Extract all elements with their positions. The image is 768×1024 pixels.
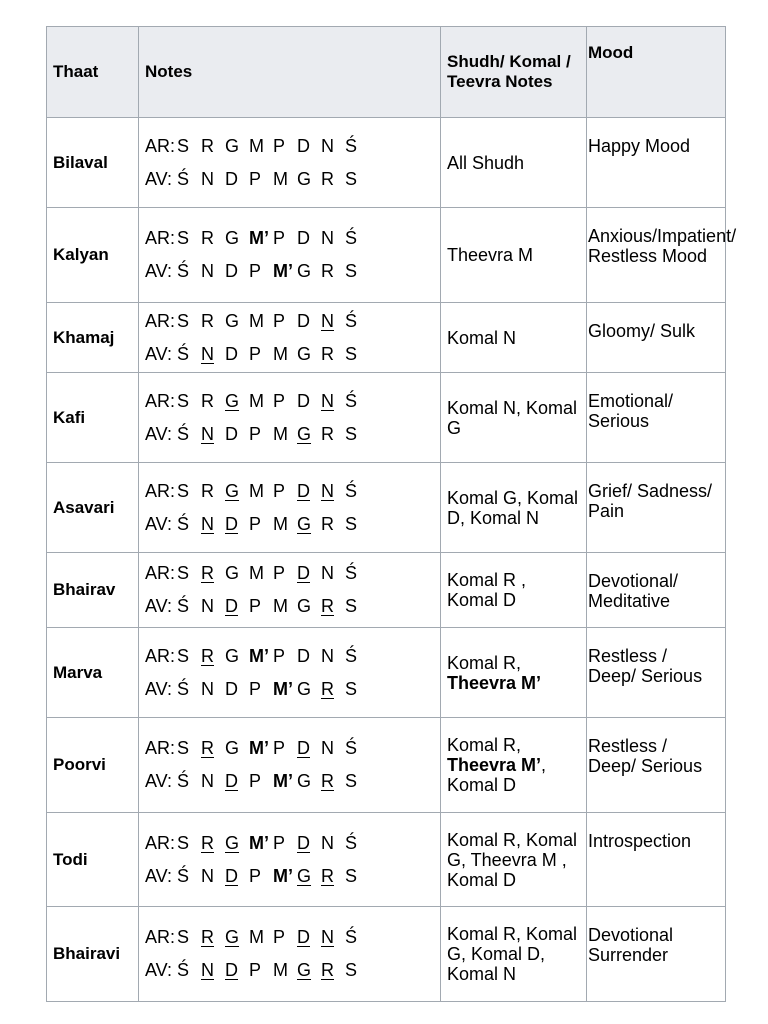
swara-note: P — [273, 135, 286, 156]
swara-note: N — [201, 960, 214, 980]
swara-note: M — [273, 513, 288, 534]
swara-note: D — [225, 678, 238, 699]
swara-note: S — [177, 310, 190, 331]
swara-note: D — [297, 135, 310, 156]
note-type-cell — [441, 718, 587, 813]
aroha-line — [145, 475, 434, 508]
swara-note: M — [249, 563, 264, 583]
swara-note: N — [201, 865, 214, 886]
swara-note: R — [321, 513, 334, 534]
swara-note: S — [345, 513, 358, 534]
avaroha-line — [145, 508, 434, 541]
note-type-text: Komal G, Komal D, Komal N — [447, 487, 579, 528]
swara-note: M — [249, 927, 264, 947]
swara-note: Ś — [177, 960, 190, 980]
swara-note: M — [249, 135, 264, 156]
aroha-line — [145, 827, 434, 860]
table-body — [47, 118, 737, 1002]
swara-note: D — [225, 343, 238, 364]
swara-note: D — [297, 310, 310, 331]
swara-note: G — [297, 343, 312, 364]
ar-label: AR: — [145, 927, 176, 947]
thaat-name: Todi — [47, 813, 139, 907]
swara-note: R — [201, 135, 214, 156]
swara-note: G — [297, 865, 312, 886]
aroha-line — [145, 385, 434, 418]
swara-note: N — [321, 480, 334, 501]
swara-note: R — [321, 596, 334, 616]
swara-note: D — [297, 738, 310, 758]
swara-note: S — [345, 261, 358, 281]
note-type-suffix: , — [541, 755, 547, 775]
av-label: AV: — [145, 343, 173, 364]
swara-note: P — [273, 927, 286, 947]
av-label: AV: — [145, 678, 173, 699]
swara-note: M — [249, 310, 264, 331]
swara-note: R — [201, 228, 214, 248]
swara-note: S — [345, 596, 358, 616]
thaat-name: Bilaval — [47, 118, 139, 208]
swara-note: Ś — [177, 423, 190, 444]
swara-note: P — [249, 423, 262, 444]
header-row — [47, 27, 726, 118]
thaat-name: Bhairav — [47, 553, 139, 628]
swara-note: G — [225, 563, 240, 583]
table-row — [47, 118, 726, 208]
swara-note: S — [177, 135, 190, 156]
swara-note: M — [273, 596, 288, 616]
swara-note: P — [273, 563, 286, 583]
note-type-text: All Shudh — [447, 152, 525, 173]
av-label: AV: — [145, 168, 173, 189]
swara-note: G — [297, 513, 312, 534]
notes-cell — [139, 303, 441, 373]
swara-note: N — [321, 832, 334, 853]
swara-note: G — [225, 645, 240, 666]
avaroha-line — [145, 255, 434, 288]
thaat-name: Bhairavi — [47, 907, 139, 1002]
swara-note: N — [321, 738, 334, 758]
table-row — [47, 628, 726, 718]
swara-note: D — [297, 832, 310, 853]
swara-note: N — [321, 228, 334, 248]
swara-note: D — [297, 390, 310, 411]
swara-note: R — [321, 343, 334, 364]
swara-note: P — [249, 678, 262, 699]
header-notes: Notes — [139, 27, 441, 118]
swara-note: Ś — [177, 261, 190, 281]
swara-note: Ś — [345, 738, 358, 758]
swara-note: D — [225, 596, 238, 616]
swara-note: M’ — [249, 645, 269, 666]
swara-note: P — [273, 832, 286, 853]
swara-note: N — [201, 423, 214, 444]
note-type-text: Komal N, Komal G — [447, 397, 578, 438]
swara-note: S — [345, 865, 358, 886]
swara-note: P — [249, 168, 262, 189]
swara-note: Ś — [345, 832, 358, 853]
header-kind: Shudh/ Komal / Teevra Notes — [441, 27, 587, 118]
note-type-text: Komal R , Komal D — [447, 570, 527, 610]
swara-note: P — [249, 513, 262, 534]
swara-note: Ś — [177, 596, 190, 616]
avaroha-line — [145, 163, 434, 196]
av-label: AV: — [145, 865, 173, 886]
swara-note: D — [297, 228, 310, 248]
swara-note: P — [249, 960, 262, 980]
swara-note: G — [297, 960, 312, 980]
swara-note: R — [201, 480, 214, 501]
notes-cell — [139, 118, 441, 208]
ar-label: AR: — [145, 310, 176, 331]
swara-note: S — [345, 423, 358, 444]
ar-label: AR: — [145, 832, 176, 853]
mood-cell: Gloomy/ Sulk — [587, 303, 726, 373]
mood-cell: Happy Mood — [587, 118, 726, 208]
av-label: AV: — [145, 261, 173, 281]
swara-note: D — [225, 261, 238, 281]
aroha-line — [145, 305, 434, 338]
note-type-cell — [441, 118, 587, 208]
swara-note: S — [177, 832, 190, 853]
avaroha-line — [145, 673, 434, 706]
notes-cell — [139, 813, 441, 907]
swara-note: Ś — [345, 228, 358, 248]
swara-note: P — [273, 480, 286, 501]
swara-note: G — [297, 423, 312, 444]
swara-note: G — [297, 261, 312, 281]
swara-note: P — [249, 771, 262, 791]
swara-note: G — [297, 678, 312, 699]
swara-note: R — [201, 832, 214, 853]
swara-note: P — [273, 390, 286, 411]
swara-note: P — [273, 310, 286, 331]
thaat-name: Poorvi — [47, 718, 139, 813]
swara-note: M — [273, 168, 288, 189]
swara-note: G — [225, 390, 240, 411]
aroha-line — [145, 222, 434, 255]
swara-note: Ś — [345, 480, 358, 501]
swara-note: S — [177, 738, 190, 758]
swara-note: D — [225, 865, 238, 886]
swara-note: Ś — [177, 678, 190, 699]
swara-note: G — [225, 738, 240, 758]
mood-cell: Restless / Deep/ Serious — [587, 718, 726, 813]
swara-note: G — [225, 480, 240, 501]
table-row — [47, 373, 726, 463]
swara-note: S — [345, 771, 358, 791]
swara-note: N — [201, 168, 214, 189]
swara-note: Ś — [345, 927, 358, 947]
swara-note: D — [225, 168, 238, 189]
note-type-text: Theevra M — [447, 245, 534, 265]
swara-note: M’ — [273, 678, 293, 699]
av-label: AV: — [145, 513, 173, 534]
table-row — [47, 208, 726, 303]
aroha-line — [145, 640, 434, 673]
swara-note: D — [225, 960, 238, 980]
swara-note: R — [201, 563, 214, 583]
thaat-name: Kalyan — [47, 208, 139, 303]
swara-note: N — [201, 678, 214, 699]
swara-note: D — [297, 645, 310, 666]
swara-note: Ś — [345, 310, 358, 331]
swara-note: Ś — [345, 135, 358, 156]
avaroha-line — [145, 954, 434, 987]
swara-note: M — [273, 423, 288, 444]
swara-note: M’ — [249, 228, 269, 248]
swara-note: R — [201, 645, 214, 666]
ar-label: AR: — [145, 228, 176, 248]
mood-cell: Devotional Surrender — [587, 907, 726, 1002]
note-type-text: Theevra M’ — [447, 672, 542, 693]
swara-note: S — [177, 480, 190, 501]
swara-note: M’ — [273, 771, 293, 791]
table-row — [47, 463, 726, 553]
notes-cell — [139, 907, 441, 1002]
header-thaat: Thaat — [47, 27, 139, 118]
ar-label: AR: — [145, 480, 176, 501]
av-label: AV: — [145, 423, 173, 444]
swara-note: N — [321, 927, 334, 947]
aroha-line — [145, 557, 434, 590]
note-type-cell — [441, 813, 587, 907]
mood-cell: Devotional/ Meditative — [587, 553, 726, 628]
table-row — [47, 813, 726, 907]
note-type-text: Komal R, — [447, 652, 522, 673]
notes-cell — [139, 463, 441, 553]
swara-note: R — [321, 678, 334, 699]
swara-note: M’ — [249, 738, 269, 758]
swara-note: D — [225, 423, 238, 444]
table-row — [47, 718, 726, 813]
swara-note: P — [249, 261, 262, 281]
header-mood: Mood — [587, 27, 726, 118]
aroha-line — [145, 130, 434, 163]
av-label: AV: — [145, 960, 173, 980]
note-type-text: Theevra M’ — [447, 755, 542, 775]
swara-note: R — [321, 168, 334, 189]
ar-label: AR: — [145, 135, 176, 156]
swara-note: P — [249, 865, 262, 886]
swara-note: R — [201, 738, 214, 758]
swara-note: S — [345, 960, 358, 980]
swara-note: D — [297, 480, 310, 501]
swara-note: Ś — [345, 390, 358, 411]
note-type-text: Komal R, Komal G, Theevra M , Komal D — [447, 829, 578, 890]
note-type-cell — [441, 628, 587, 718]
swara-note: M — [249, 480, 264, 501]
note-type-text: Komal R, Komal G, Komal D, Komal N — [447, 924, 578, 984]
mood-cell: Anxious/Impatient/ Restless Mood — [587, 208, 726, 303]
thaat-name: Asavari — [47, 463, 139, 553]
swara-note: R — [321, 865, 334, 886]
ar-label: AR: — [145, 738, 176, 758]
avaroha-line — [145, 765, 434, 798]
swara-note: M — [249, 390, 264, 411]
swara-note: D — [225, 513, 238, 534]
table-row — [47, 907, 726, 1002]
swara-note: P — [249, 343, 262, 364]
swara-note: N — [321, 310, 334, 331]
swara-note: S — [177, 228, 190, 248]
swara-note: S — [177, 563, 190, 583]
swara-note: R — [321, 423, 334, 444]
avaroha-line — [145, 418, 434, 451]
av-label: AV: — [145, 596, 173, 616]
swara-note: Ś — [177, 343, 190, 364]
swara-note: G — [225, 927, 240, 947]
swara-note: D — [225, 771, 238, 791]
avaroha-line — [145, 338, 434, 371]
notes-cell — [139, 373, 441, 463]
thaat-name: Khamaj — [47, 303, 139, 373]
swara-note: N — [201, 513, 214, 534]
swara-note: G — [225, 228, 240, 248]
note-type-cell — [441, 208, 587, 303]
swara-note: P — [273, 645, 286, 666]
swara-note: Ś — [177, 513, 190, 534]
swara-note: N — [321, 390, 334, 411]
swara-note: N — [201, 261, 214, 281]
swara-note: P — [273, 738, 286, 758]
swara-note: S — [345, 168, 358, 189]
ar-label: AR: — [145, 645, 176, 666]
swara-note: D — [297, 927, 310, 947]
swara-note: M’ — [273, 261, 293, 281]
mood-cell: Grief/ Sadness/ Pain — [587, 463, 726, 553]
swara-note: Ś — [345, 563, 358, 583]
swara-note: N — [321, 563, 334, 583]
swara-note: R — [201, 390, 214, 411]
swara-note: S — [345, 343, 358, 364]
swara-note: G — [297, 771, 312, 791]
ar-label: AR: — [145, 390, 176, 411]
notes-cell — [139, 208, 441, 303]
note-type-cell — [441, 463, 587, 553]
thaat-table — [46, 26, 737, 1002]
swara-note: S — [177, 927, 190, 947]
swara-note: M’ — [249, 832, 269, 853]
swara-note: R — [321, 261, 334, 281]
swara-note: S — [177, 645, 190, 666]
swara-note: G — [225, 832, 240, 853]
swara-note: Ś — [177, 865, 190, 886]
notes-cell — [139, 553, 441, 628]
swara-note: P — [249, 596, 262, 616]
swara-note: N — [321, 645, 334, 666]
note-type-text: Komal N — [447, 327, 517, 348]
swara-note: Ś — [345, 645, 358, 666]
swara-note: G — [225, 135, 240, 156]
note-type-cell — [441, 907, 587, 1002]
note-type-cell — [441, 303, 587, 373]
thaat-name: Marva — [47, 628, 139, 718]
thaat-name: Kafi — [47, 373, 139, 463]
swara-note: N — [201, 596, 214, 616]
notes-cell — [139, 628, 441, 718]
table-row — [47, 303, 726, 373]
table-row — [47, 553, 726, 628]
swara-note: R — [321, 960, 334, 980]
avaroha-line — [145, 590, 434, 623]
swara-note: R — [321, 771, 334, 791]
aroha-line — [145, 921, 434, 954]
swara-note: S — [177, 390, 190, 411]
swara-note: P — [273, 228, 286, 248]
note-type-cell — [441, 373, 587, 463]
swara-note: D — [297, 563, 310, 583]
swara-note: G — [225, 310, 240, 331]
swara-note: R — [201, 310, 214, 331]
note-type-text: Komal D — [447, 775, 517, 795]
avaroha-line — [145, 860, 434, 893]
swara-note: N — [201, 343, 214, 364]
swara-note: N — [321, 135, 334, 156]
swara-note: Ś — [177, 771, 190, 791]
table-header — [47, 27, 726, 118]
swara-note: M — [273, 960, 288, 980]
swara-note: Ś — [177, 168, 190, 189]
mood-cell: Restless / Deep/ Serious — [587, 628, 726, 718]
aroha-line — [145, 732, 434, 765]
swara-note: R — [201, 927, 214, 947]
note-type-text: Komal R, — [447, 735, 522, 755]
av-label: AV: — [145, 771, 173, 791]
ar-label: AR: — [145, 563, 176, 583]
swara-note: S — [345, 678, 358, 699]
swara-note: G — [297, 168, 312, 189]
swara-note: G — [297, 596, 312, 616]
mood-cell: Emotional/ Serious — [587, 373, 726, 463]
swara-note: N — [201, 771, 214, 791]
swara-note: M’ — [273, 865, 293, 886]
swara-note: M — [273, 343, 288, 364]
note-type-cell — [441, 553, 587, 628]
mood-cell: Introspection — [587, 813, 726, 907]
notes-cell — [139, 718, 441, 813]
